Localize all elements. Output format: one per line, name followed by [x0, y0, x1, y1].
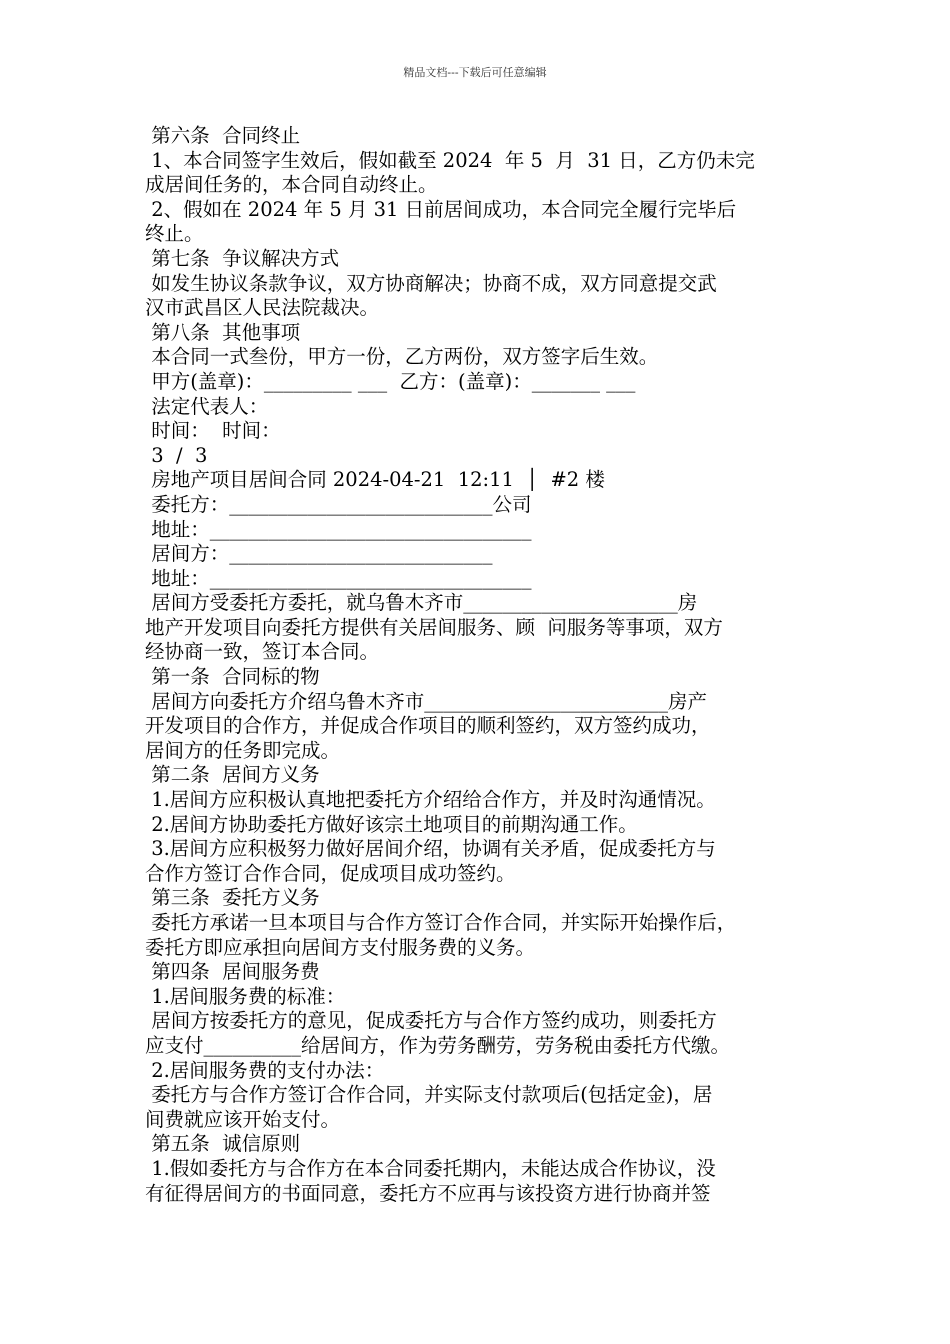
text-line: 1、本合同签字生效后，假如截至 2024 年 5 月 31 日，乙方仍未完 — [145, 148, 755, 172]
text-line: 2.居间方协助委托方做好该宗土地项目的前期沟通工作。 — [145, 812, 638, 836]
text-line: 间费就应该开始支付。 — [145, 1107, 341, 1131]
text-line: 1.居间服务费的标准： — [145, 984, 346, 1008]
text-line: 1.居间方应积极认真地把委托方介绍给合作方，并及时沟通情况。 — [145, 788, 716, 812]
text-line: 地址：_________________________________ — [145, 566, 532, 590]
text-line: 应支付__________给居间方，作为劳务酬劳，劳务税由委托方代缴。 — [145, 1033, 731, 1057]
text-line: 委托方与合作方签订合作合同，并实际支付款项后(包括定金)，居 — [145, 1083, 713, 1107]
text-line: 地址：_________________________________ — [145, 517, 532, 541]
text-line: 第八条 其他事项 — [145, 320, 301, 344]
text-line: 居间方：___________________________ — [145, 542, 493, 566]
text-line: 本合同一式叁份，甲方一份，乙方两份，双方签字后生效。 — [145, 345, 659, 369]
text-line: 第五条 诚信原则 — [145, 1132, 301, 1156]
text-line: 合作方签订合作合同，促成项目成功签约。 — [145, 861, 516, 885]
text-line: 如发生协议条款争议，双方协商解决；协商不成，双方同意提交武 — [145, 271, 717, 295]
text-line: 开发项目的合作方，并促成合作项目的顺利签约，双方签约成功， — [145, 714, 711, 738]
text-line: 有征得居间方的书面同意，委托方不应再与该投资方进行协商并签 — [145, 1181, 711, 1205]
text-line: 第二条 居间方义务 — [145, 763, 320, 787]
text-line: 3 / 3 — [145, 443, 208, 467]
document-body — [145, 124, 825, 1206]
text-line: 法定代表人： — [145, 394, 269, 418]
text-line: 地产开发项目向委托方提供有关居间服务、顾 问服务等事项，双方 — [145, 615, 723, 639]
text-line: 经协商一致，签订本合同。 — [145, 640, 380, 664]
text-line: 第一条 合同标的物 — [145, 665, 320, 689]
text-line: 1.假如委托方与合作方在本合同委托期内，未能达成合作协议，没 — [145, 1156, 716, 1180]
text-line: 委托方承诺一旦本项目与合作方签订合作合同，并实际开始操作后， — [145, 911, 737, 934]
text-line: 居间方按委托方的意见，促成委托方与合作方签约成功，则委托方 — [145, 1009, 717, 1033]
text-line: 居间方向委托方介绍乌鲁木齐市_________________________房产 — [145, 689, 707, 713]
text-line: 第七条 争议解决方式 — [145, 246, 340, 270]
text-line: 第四条 居间服务费 — [145, 960, 320, 984]
text-line: 第三条 委托方义务 — [145, 886, 320, 910]
text-line: 房地产项目居间合同 2024-04-21 12:11 │ #2 楼 — [145, 468, 605, 492]
text-line: 成居间任务的，本合同自动终止。 — [145, 173, 438, 197]
text-line: 第六条 合同终止 — [145, 124, 301, 147]
text-line: 甲方(盖章)：_________ ___ 乙方：(盖章)：_______ ___ — [145, 369, 636, 393]
text-line: 委托方即应承担向居间方支付服务费的义务。 — [145, 935, 536, 959]
text-line: 2.居间服务费的支付办法： — [145, 1058, 385, 1082]
text-line: 委托方：___________________________公司 — [145, 492, 532, 516]
text-line: 3.居间方应积极努力做好居间介绍，协调有关矛盾，促成委托方与 — [145, 837, 716, 861]
text-line: 终止。 — [145, 222, 204, 246]
text-line: 居间方的任务即完成。 — [145, 738, 341, 762]
text-line: 汉市武昌区人民法院裁决。 — [145, 296, 380, 320]
page-header: 精品文档---下载后可任意编辑 — [403, 66, 547, 79]
text-line: 2、假如在 2024 年 5 月 31 日前居间成功，本合同完全履行完毕后 — [145, 197, 737, 221]
text-line: 居间方受委托方委托，就乌鲁木齐市______________________房 — [145, 591, 698, 615]
text-line: 时间： 时间： — [145, 419, 281, 443]
